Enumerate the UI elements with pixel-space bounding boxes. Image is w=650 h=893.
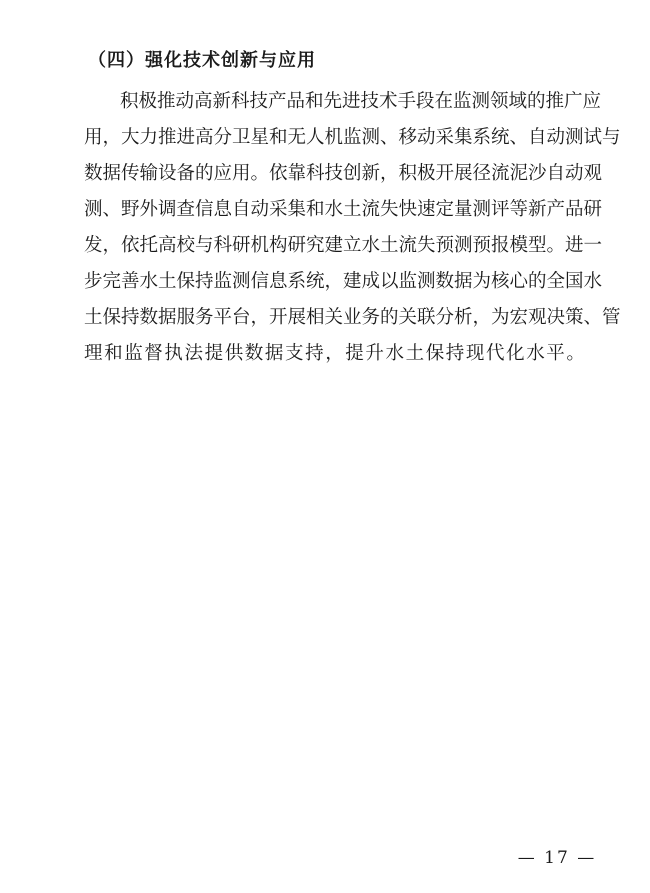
paragraph-line: 积极推动高新科技产品和先进技术手段在监测领域的推广应 (120, 91, 602, 112)
page-number: — 17 — (517, 848, 597, 868)
paragraph-line: 测、野外调查信息自动采集和水土流失快速定量测评等新产品研 (84, 199, 603, 220)
paragraph-line: 用，大力推进高分卫星和无人机监测、移动采集系统、自动测试与 (84, 127, 621, 148)
paragraph-line: 土保持数据服务平台，开展相关业务的关联分析，为宏观决策、管 (84, 307, 621, 328)
section-heading: （四）强化技术创新与应用 (88, 50, 316, 71)
paragraph-line: 发，依托高校与科研机构研究建立水土流失预测预报模型。进一 (84, 235, 603, 256)
paragraph-line: 数据传输设备的应用。依靠科技创新，积极开展径流泥沙自动观 (84, 163, 603, 184)
paragraph-line: 理和监督执法提供数据支持，提升水土保持现代化水平。 (84, 343, 587, 364)
paragraph-line: 步完善水土保持监测信息系统，建成以监测数据为核心的全国水 (84, 271, 603, 292)
